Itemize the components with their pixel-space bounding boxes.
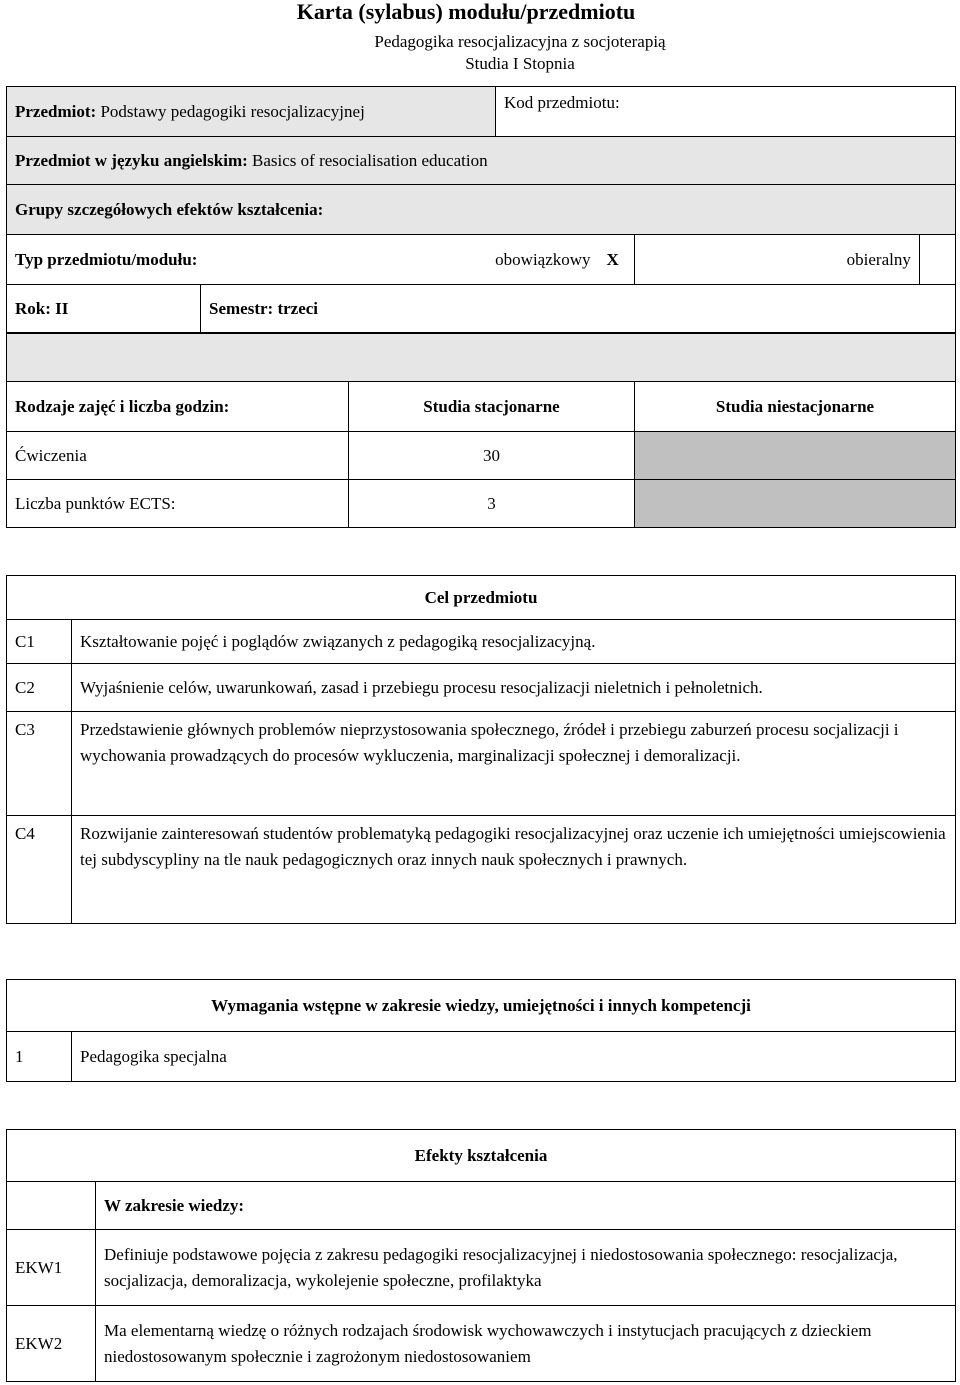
outcomes-knowledge-spacer — [7, 1182, 96, 1230]
hours-row — [7, 432, 956, 480]
page-title: Karta (sylabus) modułu/przedmiotu — [296, 0, 636, 24]
type-table — [6, 234, 956, 285]
year-table — [6, 284, 956, 333]
hours-header-full: Studia stacjonarne — [349, 382, 635, 432]
goals-table — [6, 575, 956, 924]
goal-row — [7, 816, 956, 924]
hours-spacer — [7, 334, 956, 382]
outcome-row — [7, 1306, 956, 1382]
prereq-num: 1 — [7, 1032, 72, 1082]
hours-row-part — [635, 480, 956, 528]
type-label: Typ przedmiotu/modułu: — [7, 235, 298, 285]
study-level: Studia I Stopnia — [465, 54, 575, 73]
hours-table — [6, 333, 956, 528]
code-label: Kod przedmiotu: — [504, 93, 620, 112]
outcome-code: EKW1 — [7, 1230, 96, 1306]
goal-code: C4 — [7, 816, 72, 924]
outcome-text: Ma elementarną wiedzę o różnych rodzajach środowisk wychowawczych i instytucjach pracujących z dzieckiem niedostosowanym społecznie i zagrożonym niedostosowaniem — [96, 1306, 956, 1382]
subject-value: Podstawy pedagogiki resocjalizacyjnej — [100, 101, 365, 121]
type-elective-mark — [919, 235, 955, 285]
semester-label: Semestr: trzeci — [201, 285, 956, 333]
goal-code: C2 — [7, 664, 72, 712]
english-value: Basics of resocialisation education — [252, 150, 488, 170]
prereq-title: Wymagania wstępne w zakresie wiedzy, umiejętności i innych kompetencji — [7, 980, 956, 1032]
subject-info-table — [6, 86, 956, 235]
goal-text: Wyjaśnienie celów, uwarunkowań, zasad i przebiegu procesu resocjalizacji nieletnich i pełnoletnich. — [72, 664, 956, 712]
outcome-code: EKW2 — [7, 1306, 96, 1382]
code-cell — [496, 87, 956, 137]
hours-row-name: Ćwiczenia — [7, 432, 349, 480]
outcome-row — [7, 1230, 956, 1306]
goals-title: Cel przedmiotu — [7, 576, 956, 620]
goal-row — [7, 620, 956, 664]
subject-cell — [7, 87, 496, 137]
goal-code: C1 — [7, 620, 72, 664]
hours-header-part: Studia niestacjonarne — [635, 382, 956, 432]
prereq-row — [7, 1032, 956, 1082]
goal-text: Przedstawienie głównych problemów nieprzystosowania społecznego, źródeł i przebiegu zaburzeń procesu socjalizacji i wychowania prowadzących do procesów wykluczenia, marginalizacji społecznej i demoralizacji. — [72, 712, 956, 816]
outcomes-knowledge-label: W zakresie wiedzy: — [96, 1182, 956, 1230]
goal-row — [7, 664, 956, 712]
outcomes-title: Efekty kształcenia — [7, 1130, 956, 1182]
english-label: Przedmiot w języku angielskim: — [15, 150, 248, 170]
hours-header-type: Rodzaje zajęć i liczba godzin: — [7, 382, 349, 432]
type-elective: obieralny — [635, 235, 920, 285]
hours-row — [7, 480, 956, 528]
goal-code: C3 — [7, 712, 72, 816]
year-label: Rok: II — [7, 285, 201, 333]
groups-label: Grupy szczegółowych efektów kształcenia: — [7, 185, 956, 235]
subject-label: Przedmiot: — [15, 101, 97, 121]
program-name: Pedagogika resocjalizacyjna z socjoterapią — [374, 32, 666, 51]
type-mandatory: obowiązkowy — [297, 235, 598, 285]
hours-row-part — [635, 432, 956, 480]
prereq-table — [6, 979, 956, 1082]
goal-text: Rozwijanie zainteresowań studentów problematyką pedagogiki resocjalizacyjnej oraz uczenie ich umiejętności umiejscowienia tej subdyscypliny na tle nauk pedagogicznych oraz innych nauk społecznych i prawnych. — [72, 816, 956, 924]
hours-row-name: Liczba punktów ECTS: — [7, 480, 349, 528]
outcomes-table — [6, 1129, 956, 1382]
hours-row-full: 3 — [349, 480, 635, 528]
type-mark: X — [599, 235, 635, 285]
goal-row — [7, 712, 956, 816]
outcome-text: Definiuje podstawowe pojęcia z zakresu pedagogiki resocjalizacyjnej i niedostosowania społecznego: resocjalizacja, socjalizacja, demoralizacja, wykolejenie społeczne, profilaktyka — [96, 1230, 956, 1306]
hours-row-full: 30 — [349, 432, 635, 480]
goal-text: Kształtowanie pojęć i poglądów związanych z pedagogiką resocjalizacyjną. — [72, 620, 956, 664]
english-cell — [7, 137, 956, 185]
prereq-text: Pedagogika specjalna — [72, 1032, 956, 1082]
